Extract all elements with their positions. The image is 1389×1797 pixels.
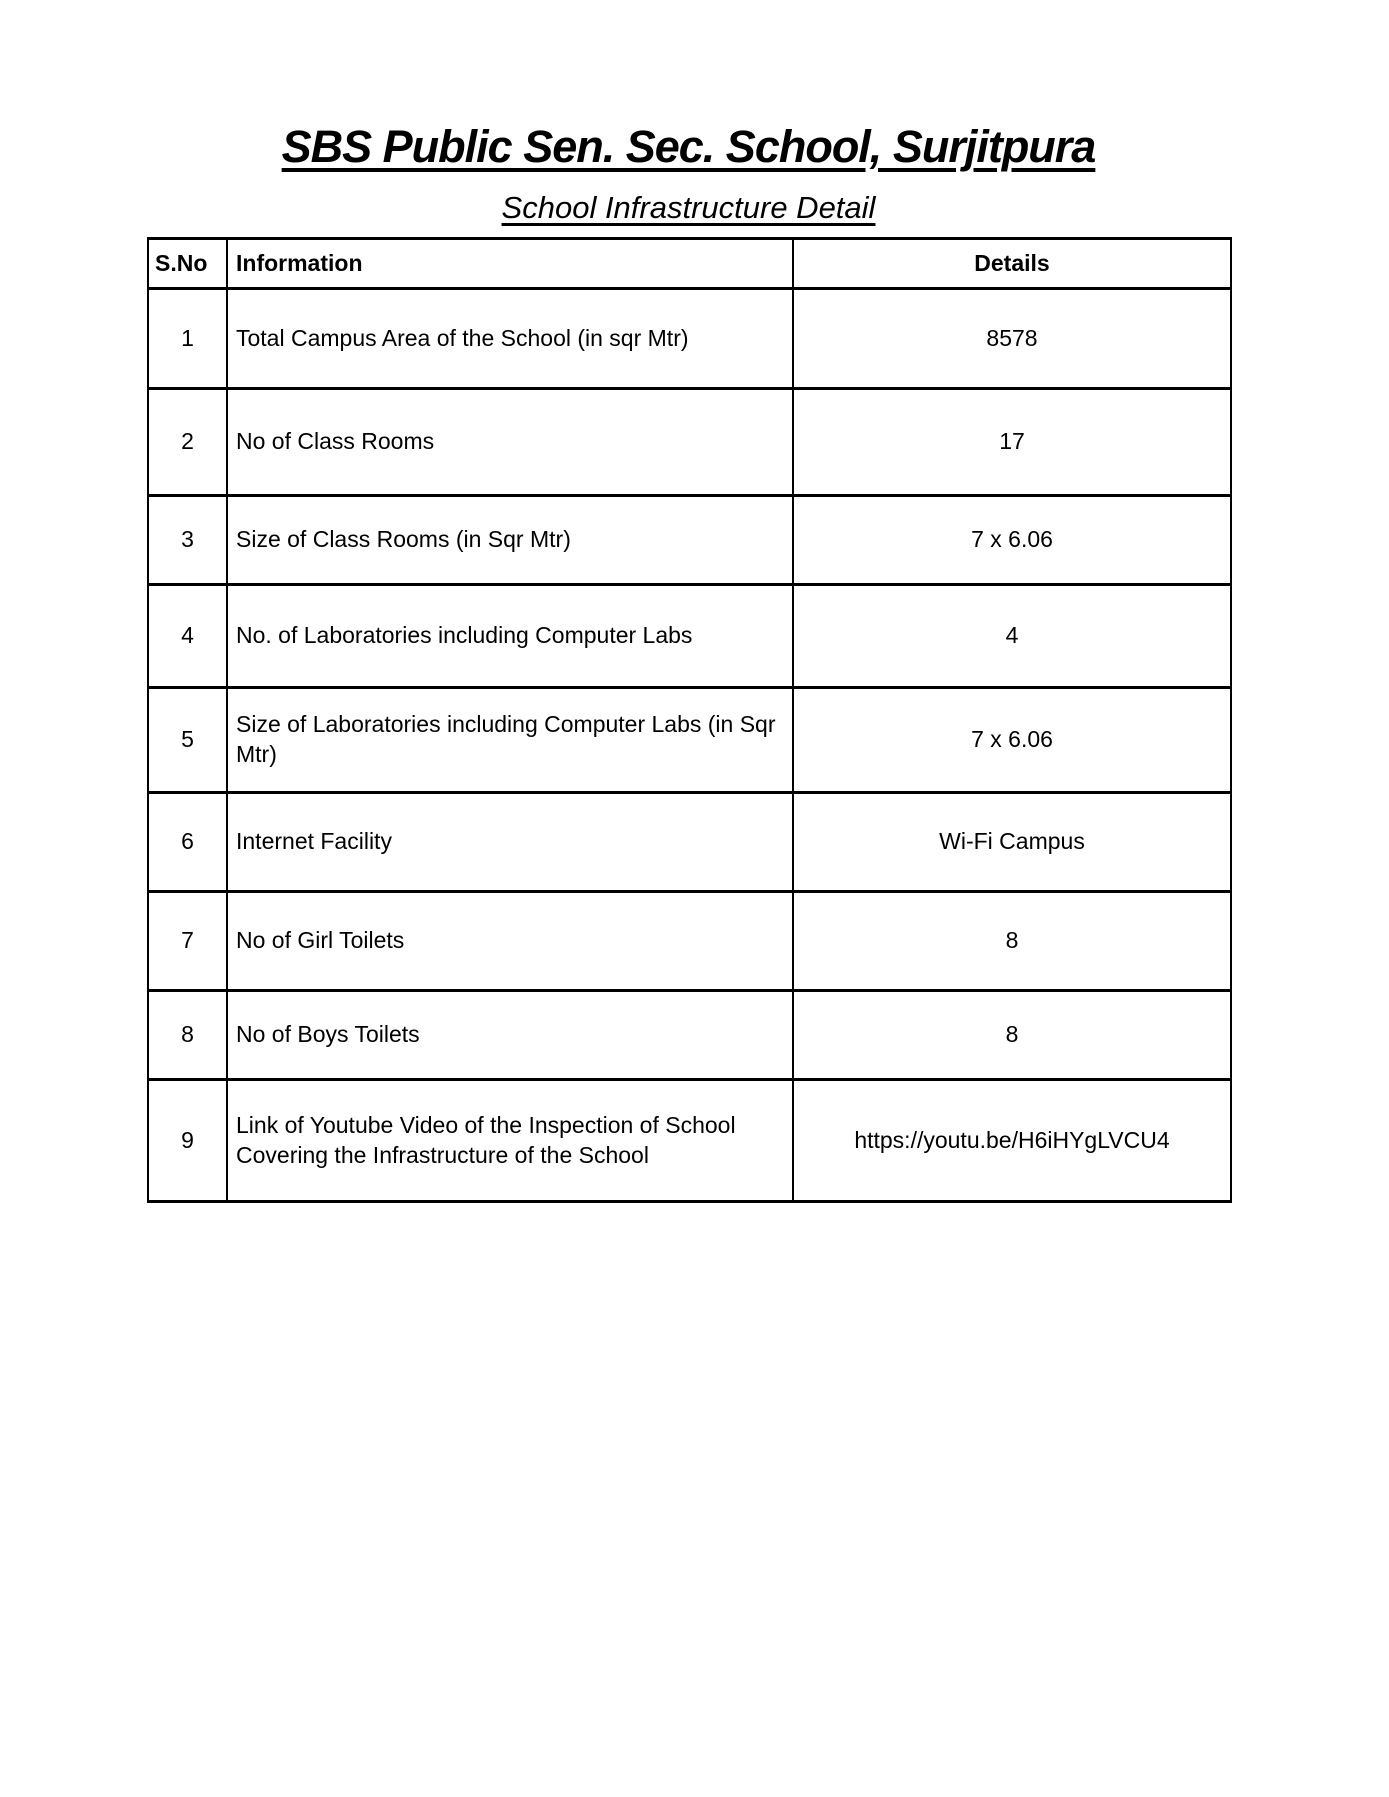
- cell-sno: 7: [148, 892, 227, 991]
- cell-sno: 8: [148, 991, 227, 1080]
- cell-details: 8578: [793, 289, 1231, 389]
- table-row: [148, 991, 1231, 1080]
- cell-information: No of Boys Toilets: [227, 991, 793, 1080]
- cell-details: 4: [793, 585, 1231, 688]
- cell-details: 7 x 6.06: [793, 496, 1231, 585]
- table-body: [148, 289, 1231, 1202]
- cell-sno: 2: [148, 389, 227, 496]
- cell-information: No. of Laboratories including Computer Labs: [227, 585, 793, 688]
- page-subtitle: School Infrastructure Detail: [501, 190, 876, 225]
- cell-sno: 1: [148, 289, 227, 389]
- cell-information: Link of Youtube Video of the Inspection of School Covering the Infrastructure of the School: [227, 1080, 793, 1202]
- cell-information: No of Class Rooms: [227, 389, 793, 496]
- table-row: [148, 1080, 1231, 1202]
- cell-details: 7 x 6.06: [793, 688, 1231, 793]
- table-row: [148, 389, 1231, 496]
- page-title: SBS Public Sen. Sec. School, Surjitpura: [281, 121, 1096, 172]
- column-header-details: Details: [793, 239, 1231, 289]
- cell-details: 8: [793, 991, 1231, 1080]
- cell-details: Wi-Fi Campus: [793, 793, 1231, 892]
- cell-information: No of Girl Toilets: [227, 892, 793, 991]
- cell-details: 17: [793, 389, 1231, 496]
- infrastructure-table: [147, 237, 1232, 1203]
- table-row: [148, 688, 1231, 793]
- table-row: [148, 892, 1231, 991]
- table-row: [148, 289, 1231, 389]
- table-row: [148, 496, 1231, 585]
- cell-sno: 9: [148, 1080, 227, 1202]
- column-header-information: Information: [227, 239, 793, 289]
- table-row: [148, 585, 1231, 688]
- table-header-row: [148, 239, 1231, 289]
- cell-information: Total Campus Area of the School (in sqr Mtr): [227, 289, 793, 389]
- cell-information: Size of Laboratories including Computer Labs (in Sqr Mtr): [227, 688, 793, 793]
- cell-sno: 3: [148, 496, 227, 585]
- table-row: [148, 793, 1231, 892]
- cell-sno: 6: [148, 793, 227, 892]
- cell-details: https://youtu.be/H6iHYgLVCU4: [793, 1080, 1231, 1202]
- cell-information: Internet Facility: [227, 793, 793, 892]
- document-content: [147, 120, 1230, 1203]
- cell-sno: 5: [148, 688, 227, 793]
- column-header-sno: S.No: [148, 239, 227, 289]
- cell-sno: 4: [148, 585, 227, 688]
- cell-details: 8: [793, 892, 1231, 991]
- cell-information: Size of Class Rooms (in Sqr Mtr): [227, 496, 793, 585]
